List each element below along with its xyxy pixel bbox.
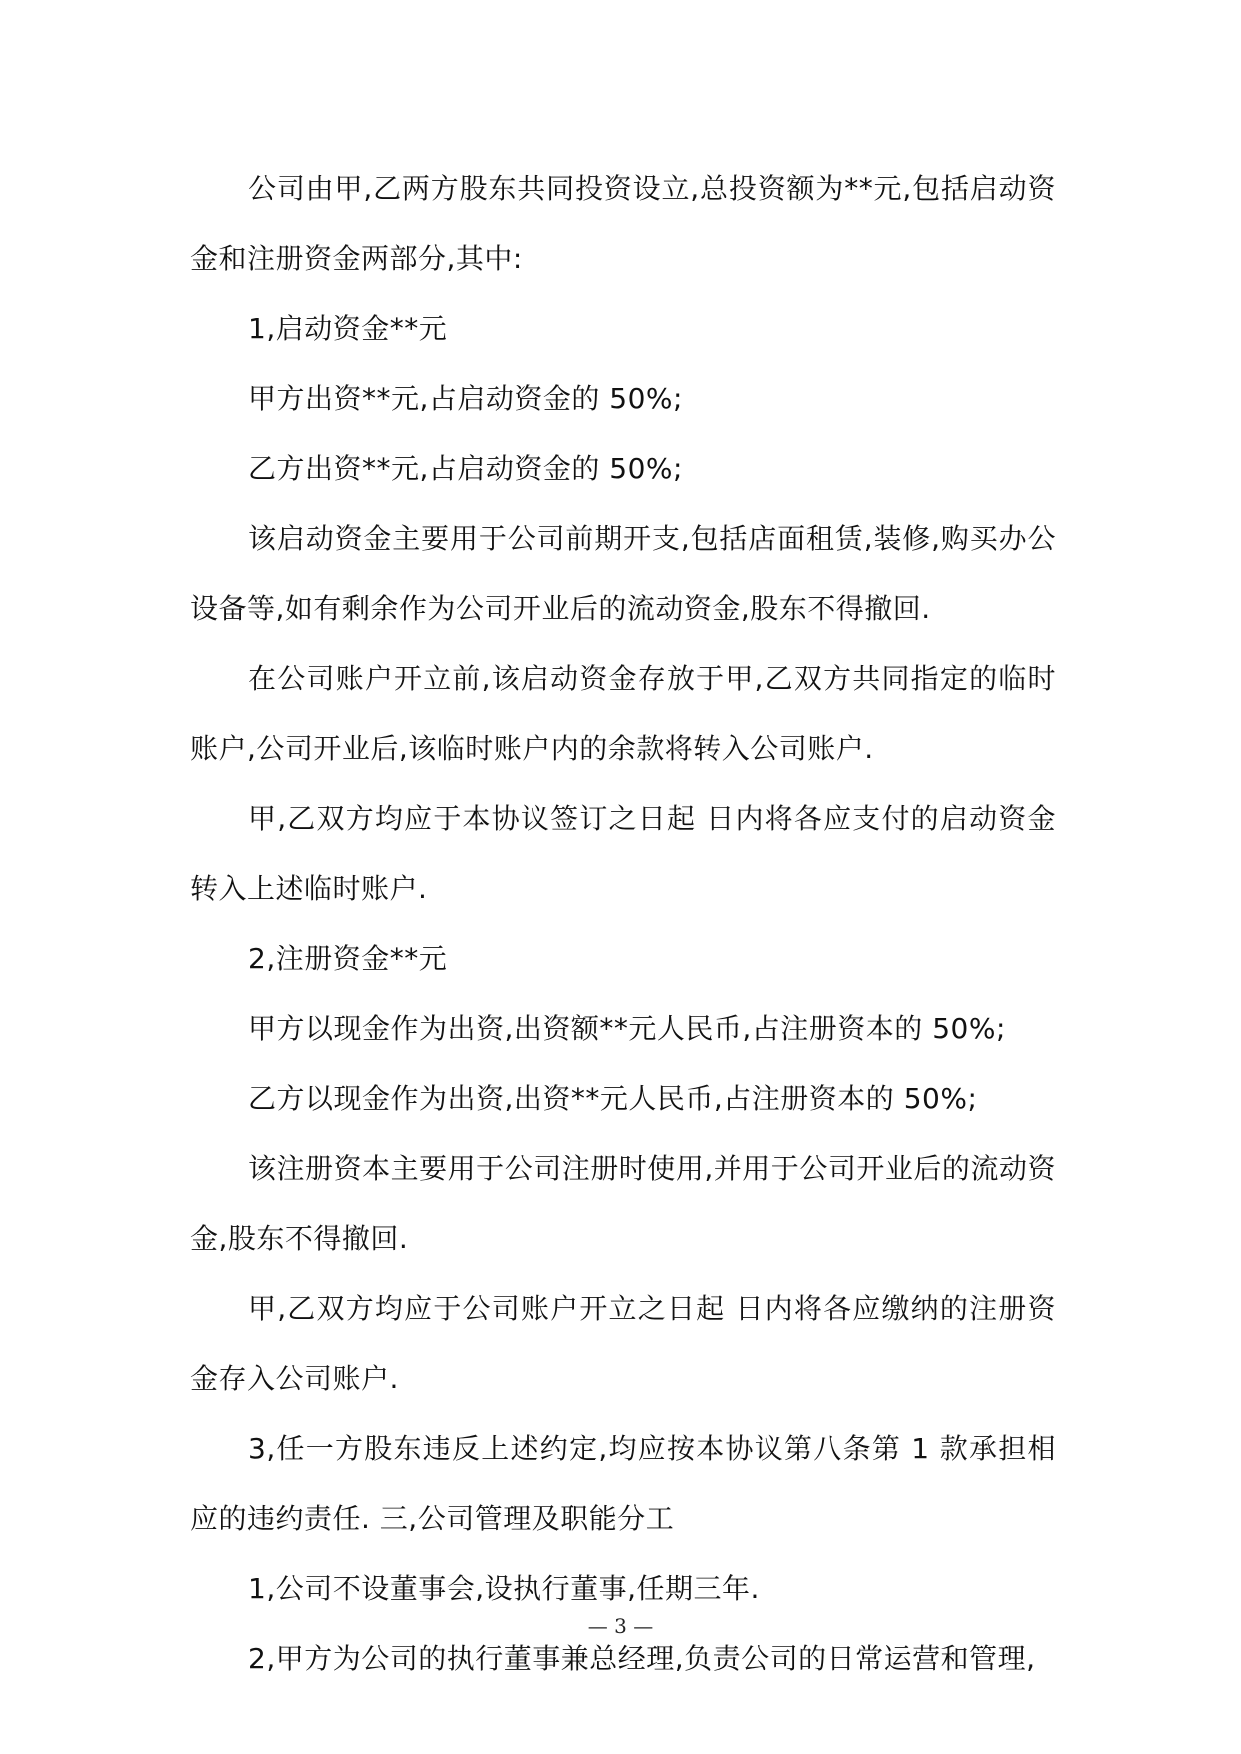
paragraph-executive-director: 1,公司不设董事会,设执行董事,任期三年.	[248, 1572, 760, 1605]
paragraph-temporary-account: 在公司账户开立前,该启动资金存放于甲,乙双方共同指定的临时账户,公司开业后,该临时账户内的余款将转入公司账户.	[190, 662, 1056, 765]
page-number: — 3 —	[587, 1614, 654, 1638]
paragraph-registered-capital-heading: 2,注册资金**元	[248, 942, 448, 975]
paragraph-breach-liability: 3,任一方股东违反上述约定,均应按本协议第八条第 1 款承担相应的违约责任. 三,公司管理及职能分工	[190, 1432, 1056, 1535]
paragraph-general-manager: 2,甲方为公司的执行董事兼总经理,负责公司的日常运营和管理,	[248, 1642, 1036, 1675]
paragraph-registered-deposit-deadline: 甲,乙双方均应于公司账户开立之日起 日内将各应缴纳的注册资金存入公司账户.	[190, 1292, 1056, 1395]
paragraph-party-b-startup-share: 乙方出资**元,占启动资金的 50%;	[248, 452, 683, 485]
paragraph-registered-capital-use: 该注册资本主要用于公司注册时使用,并用于公司开业后的流动资金,股东不得撤回.	[190, 1152, 1056, 1255]
paragraph-startup-transfer-deadline: 甲,乙双方均应于本协议签订之日起 日内将各应支付的启动资金转入上述临时账户.	[190, 802, 1056, 905]
paragraph-party-b-registered-share: 乙方以现金作为出资,出资**元人民币,占注册资本的 50%;	[248, 1082, 978, 1115]
paragraph-startup-capital-heading: 1,启动资金**元	[248, 312, 448, 345]
document-body	[190, 154, 1056, 1694]
paragraph-investment-overview: 公司由甲,乙两方股东共同投资设立,总投资额为**元,包括启动资金和注册资金两部分,其中:	[190, 172, 1056, 275]
paragraph-party-a-registered-share: 甲方以现金作为出资,出资额**元人民币,占注册资本的 50%;	[248, 1012, 1006, 1045]
paragraph-party-a-startup-share: 甲方出资**元,占启动资金的 50%;	[248, 382, 683, 415]
paragraph-startup-capital-use: 该启动资金主要用于公司前期开支,包括店面租赁,装修,购买办公设备等,如有剩余作为公司开业后的流动资金,股东不得撤回.	[190, 522, 1056, 625]
